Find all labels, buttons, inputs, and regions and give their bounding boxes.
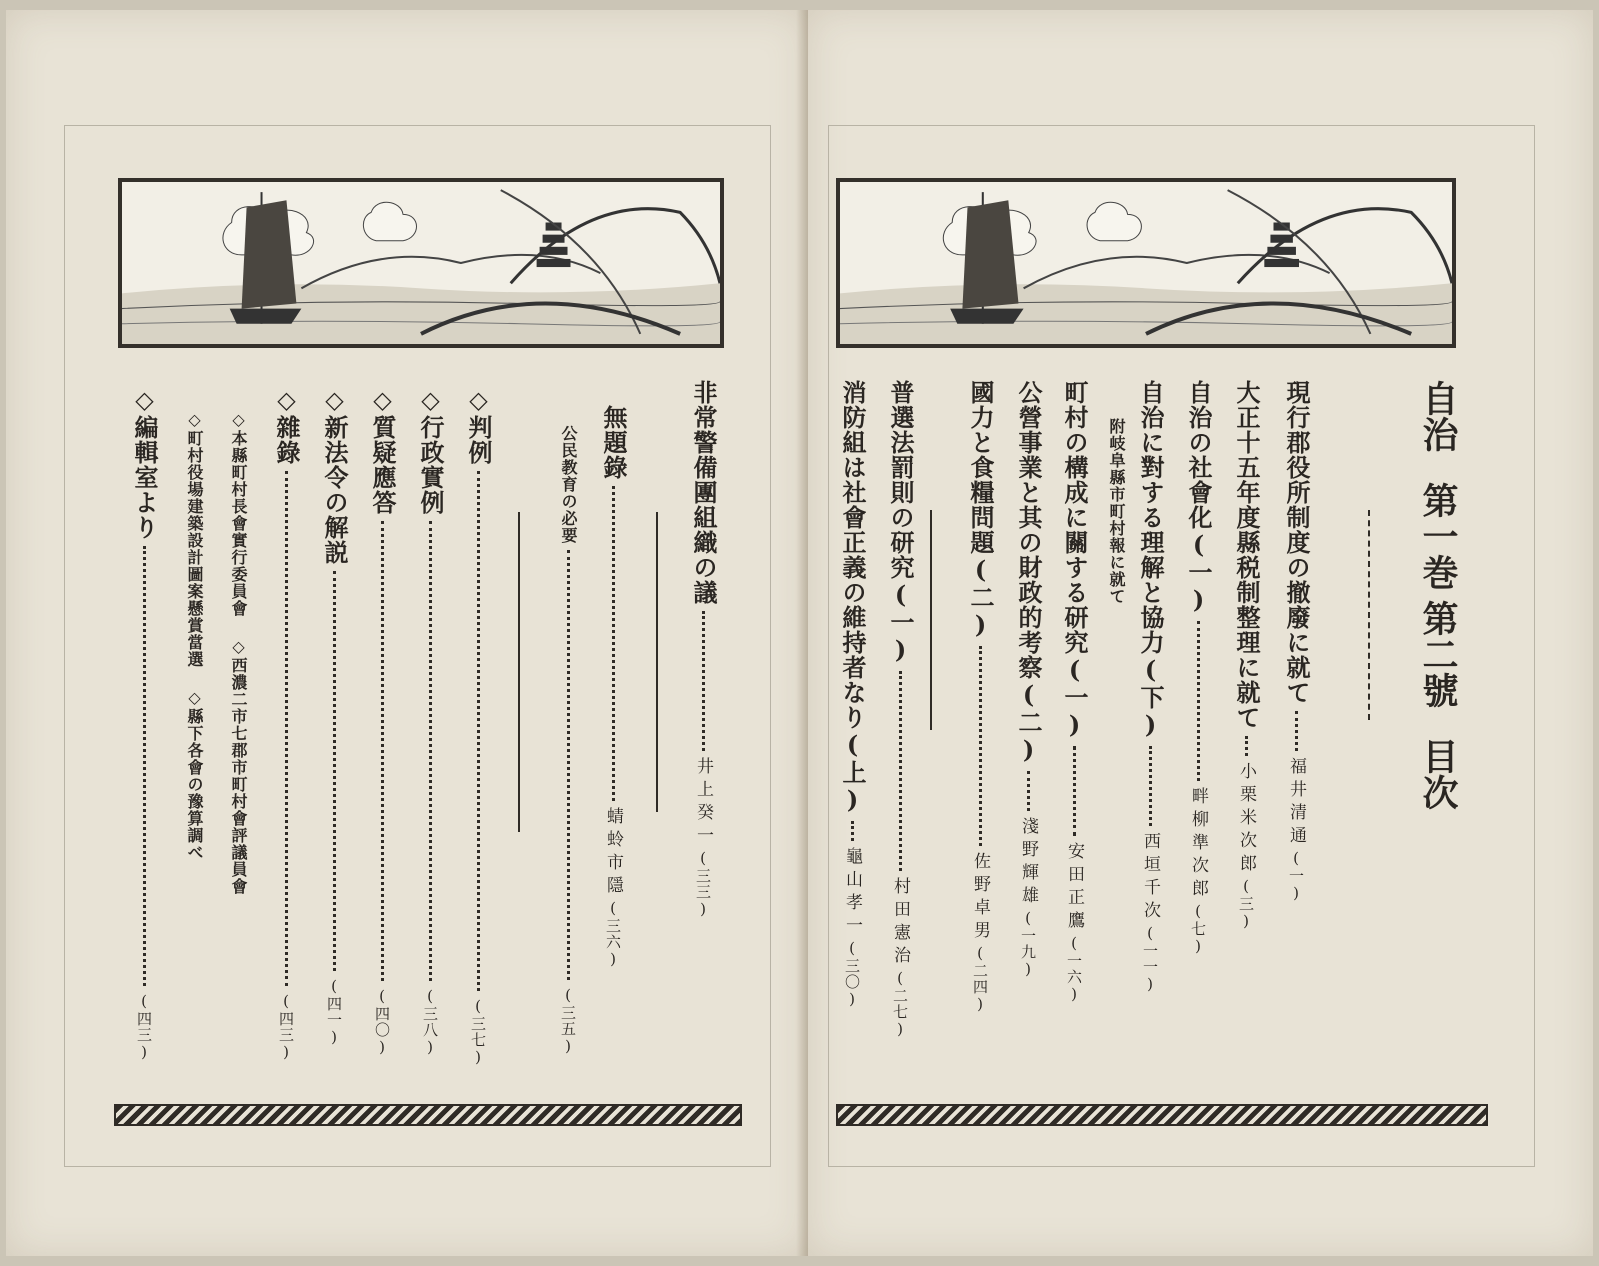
landscape-illustration (836, 178, 1456, 348)
magazine-title: 自治 (1417, 380, 1459, 452)
toc-entry[interactable] (1136, 380, 1164, 994)
entry-page: (一) (1287, 849, 1305, 903)
leader-dots (567, 550, 570, 980)
entry-title: ◇町村役場建築設計圖案懸賞當選 ◇縣下各會の豫算調べ (185, 410, 204, 861)
toc-entry[interactable] (1184, 380, 1212, 956)
entry-title: ◇編輯室より (130, 385, 159, 540)
entry-page: (三三) (694, 849, 712, 919)
entry-page: (三六) (604, 899, 622, 969)
toc-entry[interactable] (1014, 380, 1042, 979)
entry-page: (四三) (135, 992, 153, 1062)
leader-dots (1295, 711, 1298, 751)
leader-dots (1027, 771, 1030, 811)
entry-author: 畔柳準次郎 (1188, 787, 1208, 902)
entry-page: (四三) (277, 992, 295, 1062)
divider-rule (1368, 510, 1371, 720)
entry-page: (三七) (469, 997, 487, 1067)
divider-rule (518, 512, 520, 832)
bottom-hatched-rule (836, 1104, 1488, 1126)
bottom-hatched-rule (114, 1104, 742, 1126)
toc-entry[interactable] (1232, 380, 1260, 931)
right-page (808, 10, 1593, 1256)
toc-entry[interactable] (1282, 380, 1310, 903)
entry-page: (二七) (891, 969, 909, 1039)
entry-page: (三八) (421, 987, 439, 1057)
toc-entry[interactable] (1060, 380, 1088, 1004)
entry-title: 町村の構成に關する研究(一) (1060, 380, 1089, 740)
leader-dots (612, 486, 615, 801)
entry-author: 小栗米次郎 (1236, 762, 1256, 877)
toc-entry[interactable] (272, 385, 300, 1062)
entry-title: 非常警備團組織の議 (689, 380, 718, 605)
entry-page: (四一) (325, 977, 343, 1047)
leader-dots (333, 571, 336, 971)
entry-page: (一一) (1141, 924, 1159, 994)
entry-title: ◇行政實例 (416, 385, 445, 515)
entry-page: (三五) (559, 986, 577, 1056)
entry-title: 自治の社會化(一) (1184, 380, 1213, 615)
toc-entry[interactable] (368, 385, 396, 1057)
leader-dots (1073, 746, 1076, 836)
entry-author: 淺野輝雄 (1018, 817, 1038, 909)
entry-title: ◇新法令の解説 (320, 385, 349, 565)
entry-title: 普選法罰則の研究(一) (886, 380, 915, 665)
entry-author: 佐野卓男 (970, 852, 990, 944)
entry-title: 現行郡役所制度の撤廢に就て (1282, 380, 1311, 705)
leader-dots (1245, 736, 1248, 756)
entry-author: 西垣千次 (1140, 832, 1160, 924)
contents-label: 目次 (1417, 738, 1459, 810)
toc-entry[interactable] (554, 425, 582, 1056)
entry-author: 龜山孝一 (842, 847, 862, 939)
volume-label: 第一巻 (1417, 482, 1459, 590)
entry-author: 蜻蛉市隱 (603, 807, 623, 899)
leader-dots (1149, 746, 1152, 826)
entry-page: (三) (1237, 877, 1255, 931)
divider-rule (930, 510, 932, 730)
entry-title: 無題錄 (599, 405, 628, 480)
leader-dots (899, 671, 902, 871)
leader-dots (477, 471, 480, 991)
entry-title: ◇雜錄 (272, 385, 301, 465)
landscape-illustration (118, 178, 724, 348)
entry-page: (四〇) (373, 987, 391, 1057)
entry-author: 福井清通 (1286, 757, 1306, 849)
entry-title: 附岐阜縣市町村報に就て (1107, 418, 1126, 605)
entry-title: ◇判例 (464, 385, 493, 465)
issue-label: 第二號 (1417, 600, 1459, 708)
entry-title: 自治に對する理解と協力(下) (1136, 380, 1165, 740)
entry-title: ◇質疑應答 (368, 385, 397, 515)
toc-subentry[interactable] (226, 410, 252, 895)
left-page (6, 10, 808, 1256)
divider-rule (656, 512, 658, 812)
toc-subentry[interactable] (182, 410, 208, 861)
leader-dots (381, 521, 384, 981)
entry-page: (七) (1189, 902, 1207, 956)
toc-entry[interactable] (599, 405, 627, 969)
toc-entry[interactable] (320, 385, 348, 1047)
toc-entry[interactable] (130, 385, 158, 1062)
toc-entry[interactable] (886, 380, 914, 1039)
toc-entry[interactable] (416, 385, 444, 1057)
toc-entry[interactable] (689, 380, 717, 919)
entry-page: (一六) (1065, 934, 1083, 1004)
entry-title: 國力と食糧問題(二) (966, 380, 995, 640)
leader-dots (851, 821, 854, 841)
entry-author: 井上癸一 (693, 757, 713, 849)
leader-dots (429, 521, 432, 981)
entry-title: 大正十五年度縣税制整理に就て (1232, 380, 1261, 730)
entry-author: 村田憲治 (890, 877, 910, 969)
leader-dots (979, 646, 982, 846)
toc-subentry[interactable] (1106, 418, 1130, 605)
leader-dots (285, 471, 288, 986)
leader-dots (143, 546, 146, 986)
entry-title: ◇本縣町村長會實行委員會 ◇西濃二市七郡市町村會評議員會 (229, 410, 248, 895)
entry-title: 消防組は社會正義の維持者なり(上) (838, 380, 867, 815)
toc-heading (1416, 380, 1460, 810)
entry-page: (一九) (1019, 909, 1037, 979)
toc-entry[interactable] (464, 385, 492, 1067)
entry-title: 公民教育の必要 (559, 425, 578, 544)
toc-entry[interactable] (966, 380, 994, 1014)
entry-page: (二四) (971, 944, 989, 1014)
entry-page: (三〇) (843, 939, 861, 1009)
entry-title: 公營事業と其の財政的考察(二) (1014, 380, 1043, 765)
entry-author: 安田正鷹 (1064, 842, 1084, 934)
toc-entry[interactable] (838, 380, 866, 1009)
leader-dots (1197, 621, 1200, 781)
leader-dots (702, 611, 705, 751)
